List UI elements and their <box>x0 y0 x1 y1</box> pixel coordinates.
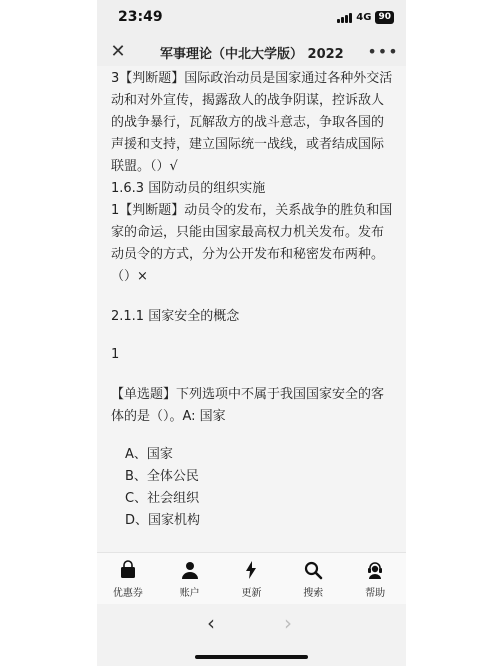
page-title: 军事理论（中北大学版） 2022 <box>160 47 344 62</box>
tab-label: 更新 <box>241 588 262 599</box>
tab-label: 搜索 <box>303 588 324 599</box>
title-bar <box>97 36 406 66</box>
tab-label: 优惠券 <box>112 588 143 599</box>
shopping-bag-icon <box>117 559 139 581</box>
status-bar <box>97 0 406 36</box>
browser-nav-bar <box>97 604 406 666</box>
answer-options <box>125 444 385 532</box>
section-heading: 2.1.1 国家安全的概念 <box>111 309 240 324</box>
tab-help[interactable] <box>344 553 406 604</box>
question-paragraph: 1【判断题】动员令的发布，关系战争的胜负和国家的命运，只能由国家最高权力机关发布。发布动员令的方式，分为公开发布和秘密发布两种。（）× <box>111 203 393 284</box>
lightning-icon <box>240 559 262 581</box>
chevron-left-icon[interactable]: ‹ <box>207 611 215 635</box>
article-content[interactable] <box>97 66 406 552</box>
option-b: B、全体公民 <box>125 469 199 484</box>
help-agent-icon <box>364 559 386 581</box>
search-icon <box>302 559 324 581</box>
option-a: A、国家 <box>125 447 173 462</box>
chevron-right-icon[interactable]: › <box>284 611 292 635</box>
tab-account[interactable] <box>159 553 221 604</box>
question-paragraph: 【单选题】下列选项中不属于我国国家安全的客体的是（）。A: 国家 <box>111 387 385 424</box>
status-time: 23:49 <box>118 9 163 25</box>
tab-search[interactable] <box>282 553 344 604</box>
tab-bar <box>97 552 406 604</box>
close-icon[interactable]: ✕ <box>110 40 126 62</box>
status-indicators <box>337 11 394 24</box>
tab-label: 账户 <box>179 588 200 599</box>
signal-icon <box>337 13 352 23</box>
more-dots-icon[interactable]: ••• <box>367 41 399 61</box>
battery-icon: 90 <box>375 11 394 24</box>
tab-label: 帮助 <box>365 588 386 599</box>
network-type: 4G <box>356 12 372 23</box>
option-d: D、国家机构 <box>125 513 201 528</box>
phone-screen <box>97 0 406 666</box>
user-icon <box>179 559 201 581</box>
option-c: C、社会组织 <box>125 491 200 506</box>
question-number: 1 <box>111 347 120 362</box>
tab-update[interactable] <box>221 553 283 604</box>
home-indicator[interactable] <box>195 655 308 659</box>
question-paragraph: 3【判断题】国际政治动员是国家通过各种外交活动和对外宣传，揭露敌人的战争阴谋，控诉敌人的战争暴行，瓦解敌方的战斗意志，争取各国的声援和支持，建立国际统一战线，或者结成国际联盟。（）√ <box>111 71 393 174</box>
section-heading: 1.6.3 国防动员的组织实施 <box>111 181 266 196</box>
tab-coupons[interactable] <box>97 553 159 604</box>
